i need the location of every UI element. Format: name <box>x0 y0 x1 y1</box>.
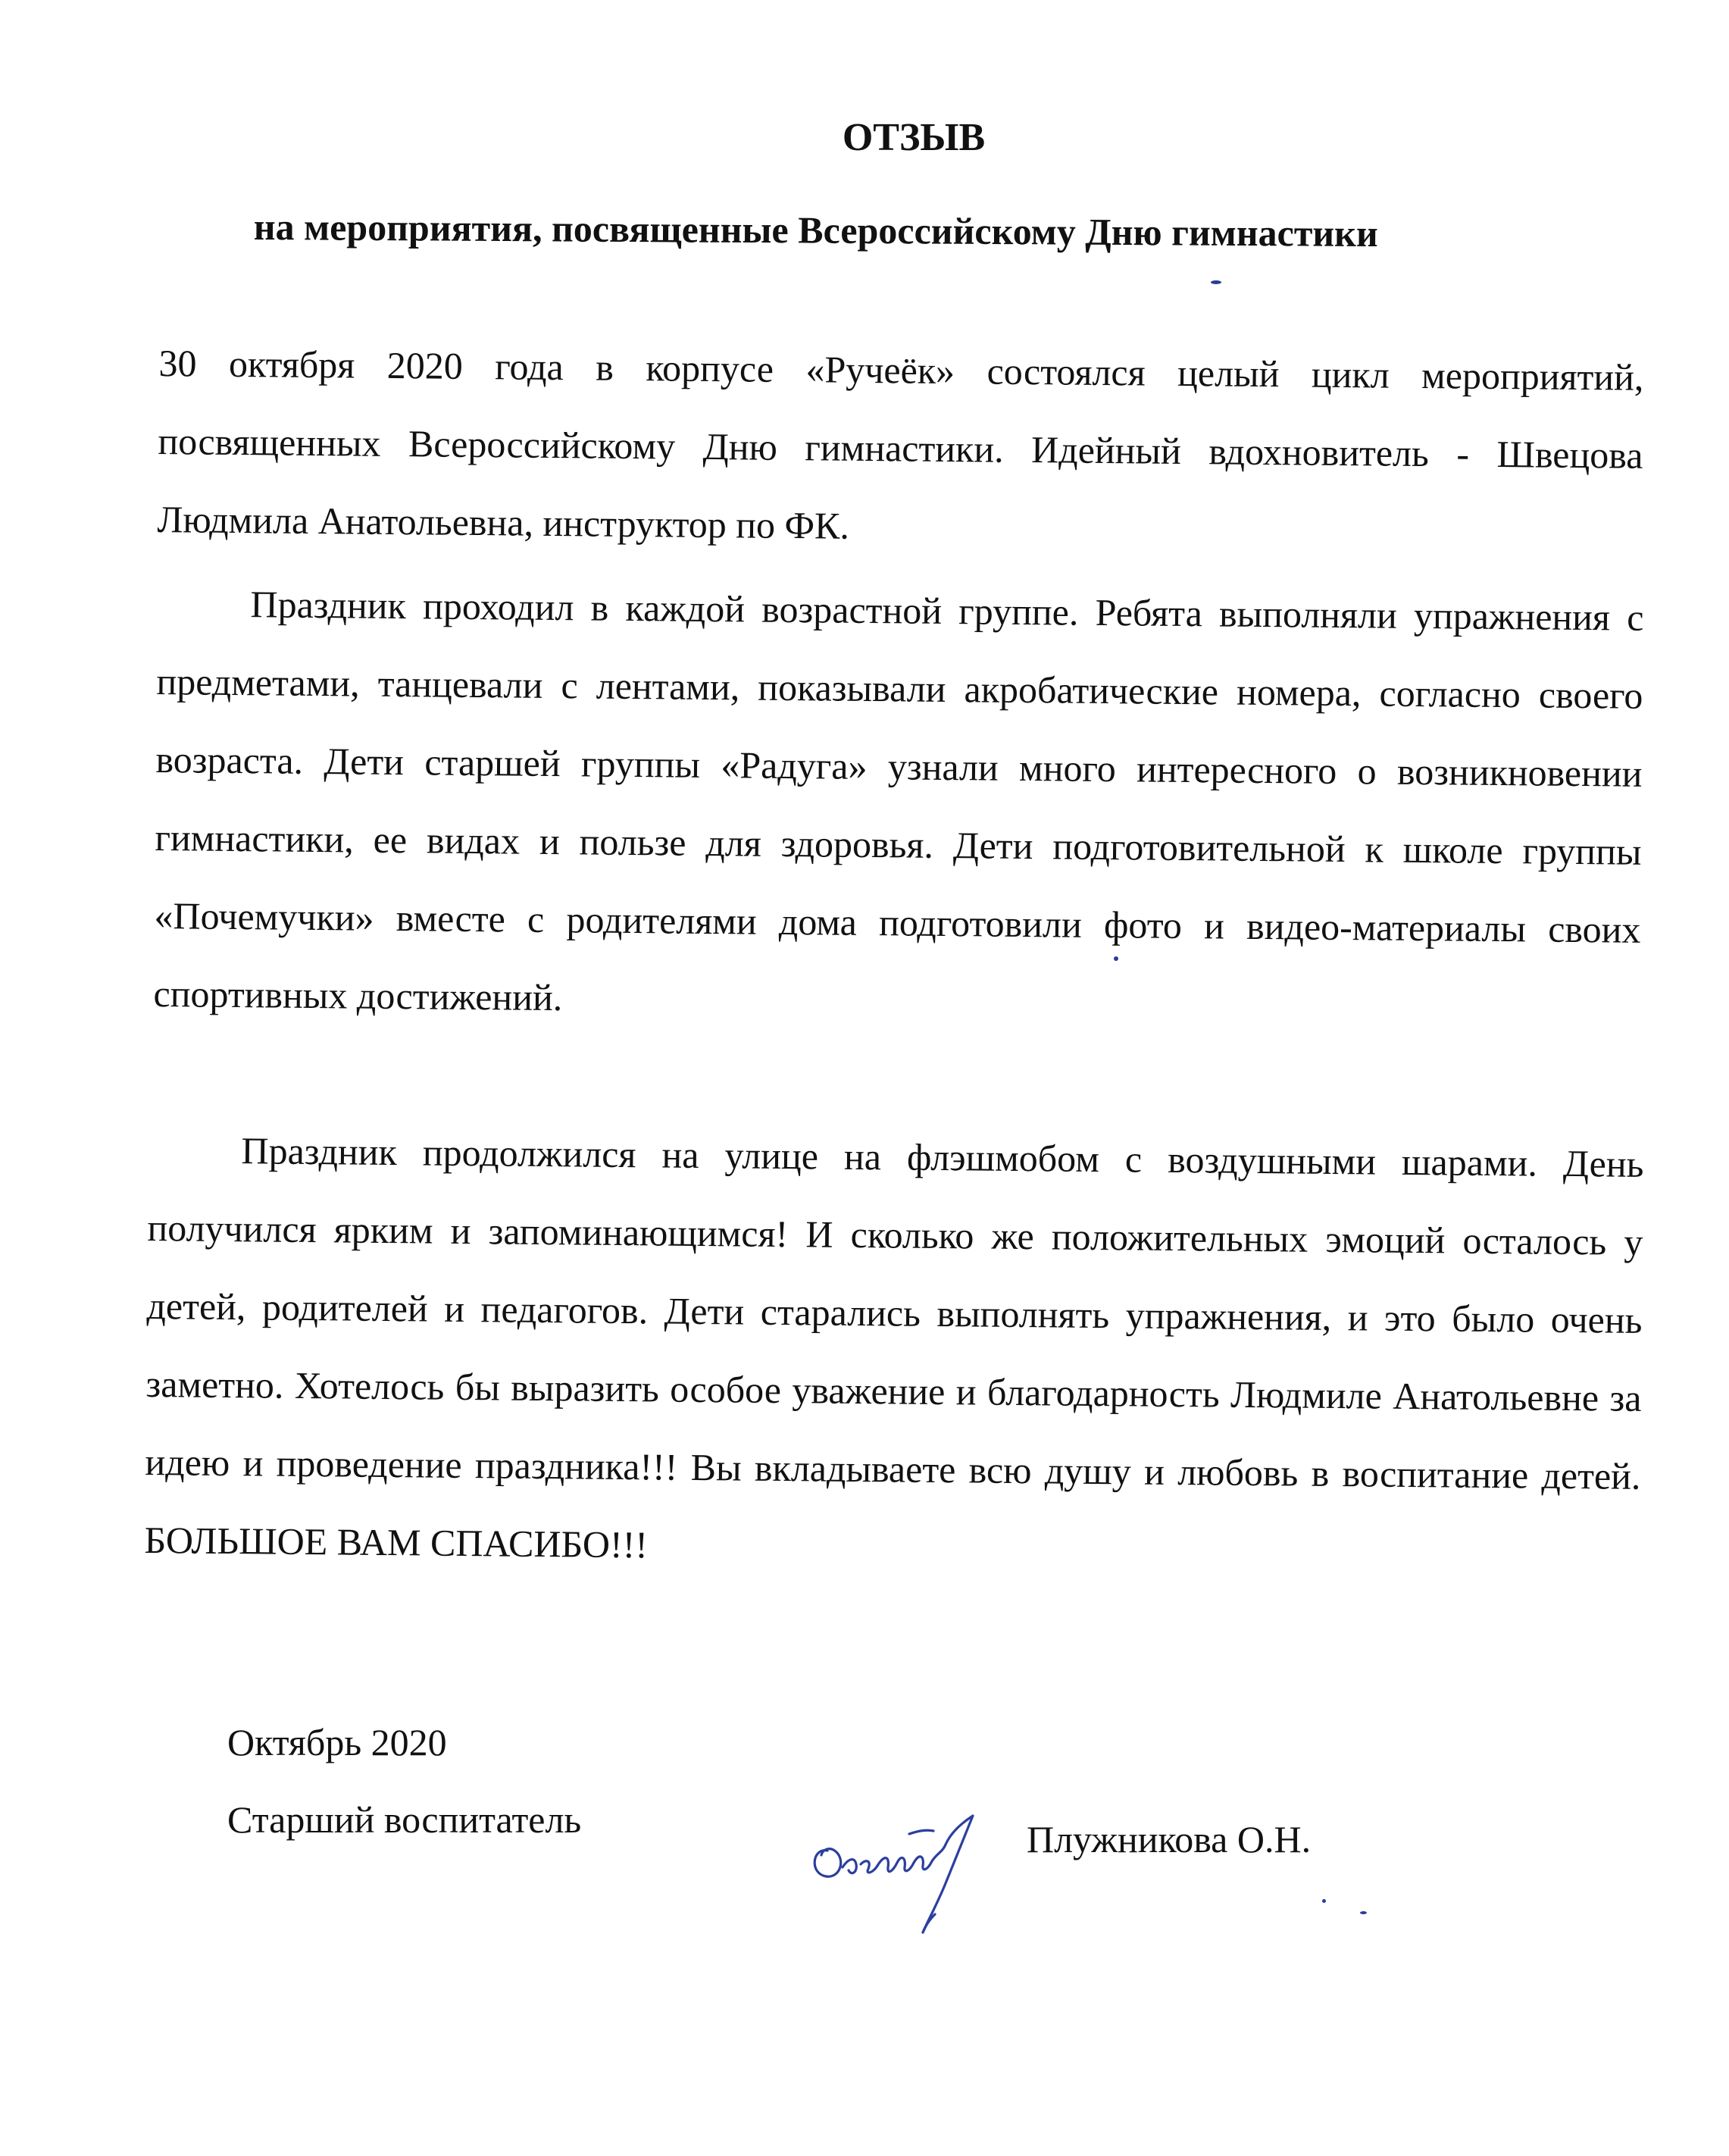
scan-ink-speck <box>1114 956 1118 961</box>
document-subtitle: на мероприятия, посвященные Всероссийскому Дню гимнастики <box>253 205 1378 255</box>
footer-signer-name: Плужникова О.Н. <box>1027 1818 1312 1860</box>
scan-ink-speck <box>1322 1899 1326 1903</box>
paragraph-intro: 30 октября 2020 года в корпусе «Ручеёк» состоялся целый цикл мероприятий, посвященных Всероссийскому Дню гимнастики. Идейный вдохновитель - Швецова Людмила Анатольевна, инструктор по ФК. <box>157 341 1644 547</box>
footer-role: Старший воспитатель <box>227 1798 582 1841</box>
paragraph-groups: Праздник проходил в каждой возрастной группе. Ребята выполняли упражнения с предметами, танцевали с лентами, показывали акробатические номера, согласно своего возраста. Дети старшей группы «Радуга» узнали много интересного о возникновении гимнастики, ее видах и пользе для здоровья. Дети подготовительной к школе группы «Почемучки» вместе с родителями дома подготовили фото и видео-материалы своих спортивных достижений. <box>153 583 1644 1019</box>
scan-ink-speck <box>1360 1911 1367 1914</box>
paragraph-thanks: Праздник продолжился на улице на флэшмобом с воздушными шарами. День получился ярким и запоминающимся! И сколько же положительных эмоций осталось у детей, родителей и педагогов. Дети старались выполнять упражнения, и это было очень заметно. Хотелось бы выразить особое уважение и благодарность Людмиле Анатольевне за идею и проведение праздника!!! Вы вкладываете всю душу и любовь в воспитание детей. БОЛЬШОЕ ВАМ СПАСИБО!!! <box>144 1129 1644 1566</box>
footer-date: Октябрь 2020 <box>227 1721 447 1763</box>
scan-ink-speck <box>1211 280 1221 284</box>
document-title: ОТЗЫВ <box>842 116 986 159</box>
handwritten-signature <box>796 1788 1015 1948</box>
